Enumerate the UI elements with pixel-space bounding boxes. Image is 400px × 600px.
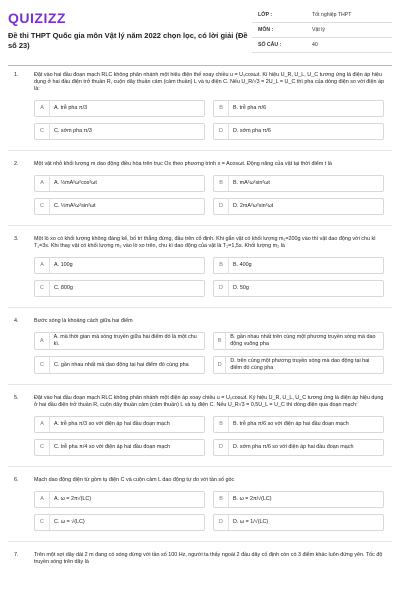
answer-option[interactable]	[213, 332, 384, 350]
question-number: 7.	[14, 552, 19, 558]
question-text: Mạch dao động điện từ gồm tụ điện C và cuộn cảm L dao động tự do với tần số góc	[34, 477, 235, 483]
option-key: A	[35, 176, 50, 191]
question-item	[8, 72, 392, 140]
meta-label: MÔN :	[258, 27, 274, 33]
answer-option[interactable]	[34, 491, 205, 508]
question-item	[8, 236, 392, 297]
answer-options	[34, 491, 384, 531]
option-text: B. ω = 2π/√(LC)	[233, 496, 272, 502]
meta-row-class	[252, 8, 392, 23]
answer-options	[34, 175, 384, 215]
meta-label: SỐ CÂU :	[258, 42, 282, 48]
option-key: A	[35, 101, 50, 116]
option-key: A	[35, 258, 50, 273]
question-item	[8, 395, 392, 456]
question-item	[8, 161, 392, 215]
option-key: D	[214, 199, 229, 214]
option-text: C. ½mA²ω²sin²ωt	[54, 203, 96, 209]
option-key: D	[214, 515, 229, 530]
answer-option[interactable]	[213, 491, 384, 508]
answer-option[interactable]	[213, 175, 384, 192]
option-text: B. trễ pha π/6 so với điện áp hai đầu đoạn mạch	[233, 421, 349, 427]
answer-option[interactable]	[213, 198, 384, 215]
answer-option[interactable]	[213, 280, 384, 297]
answer-option[interactable]	[213, 416, 384, 433]
question-item	[8, 477, 392, 531]
option-text: C. sớm pha π/3	[54, 128, 92, 134]
meta-value: Vật lý	[312, 27, 325, 33]
option-text: A. ½mA²ω²cos²ωt	[54, 180, 97, 186]
answer-options	[34, 332, 384, 374]
option-key: C	[35, 515, 50, 530]
answer-option[interactable]	[213, 100, 384, 117]
answer-option[interactable]	[34, 332, 205, 350]
option-key: B	[214, 258, 229, 273]
question-text: Trên một sợi dây dài 2 m đang có sóng dừng với tần số 100 Hz, người ta thấy ngoài 2 đầu dây cố định còn có 3 điểm khác luôn đứng yên. Tốc độ truyền sóng trên dây là	[34, 552, 383, 565]
answer-option[interactable]	[34, 198, 205, 215]
answer-option[interactable]	[34, 439, 205, 456]
option-text: B. gần nhau nhất trên cùng một phương truyền sóng mà dao động vuông pha	[230, 334, 376, 347]
answer-option[interactable]	[213, 123, 384, 140]
answer-option[interactable]	[34, 257, 205, 274]
answer-option[interactable]	[34, 280, 205, 297]
header-divider	[8, 65, 392, 66]
question-separator	[8, 307, 392, 308]
question-separator	[8, 384, 392, 385]
meta-value: 40	[312, 42, 318, 48]
question-separator	[8, 150, 392, 151]
answer-options	[34, 416, 384, 456]
meta-value: Tốt nghiệp THPT	[312, 12, 352, 18]
answer-option[interactable]	[34, 356, 205, 374]
question-number: 1.	[14, 72, 19, 78]
question-number: 4.	[14, 318, 19, 324]
worksheet-title: Đề thi THPT Quốc gia môn Vật lý năm 2022 chọn lọc, có lời giải (Đề số 23)	[8, 31, 248, 50]
worksheet-meta-table	[252, 8, 392, 53]
question-item	[8, 552, 392, 566]
question-number: 2.	[14, 161, 19, 167]
option-text: D. sớm pha π/6 so với điện áp hai đầu đoạn mạch	[233, 444, 354, 450]
answer-option[interactable]	[213, 514, 384, 531]
option-text: A. trễ pha π/3	[54, 105, 88, 111]
answer-options	[34, 257, 384, 297]
answer-options	[34, 100, 384, 140]
option-key: D	[214, 440, 229, 455]
option-key: B	[214, 492, 229, 507]
question-item	[8, 318, 392, 374]
option-key: D	[214, 357, 226, 373]
question-separator	[8, 541, 392, 542]
worksheet-header	[8, 8, 392, 62]
option-text: A. 100g	[54, 262, 73, 268]
option-text: B. trễ pha π/6	[233, 105, 267, 111]
option-text: B. 400g	[233, 262, 252, 268]
option-text: C. gần nhau nhất mà dao động tại hai điểm đó cùng pha	[54, 361, 189, 368]
question-text: Một lò xo có khối lượng không đáng kể, bố trí thẳng đứng, đầu trên cố định. Khi gắn vật có khối lượng m₁=200g vào thì vật dao động với chu kì T₁=3s. Khi thay vật có khối lượng m₂ vào lò xo trên, chu kì dao động của vật là T₂=1,5s. Khối lượng m₂ là	[34, 236, 376, 249]
question-text: Đặt vào hai đầu đoạn mạch RLC không phân nhánh một điện áp xoay chiều u = U₀cosωt. Ký hiệu U_R, U_L, U_C tương ứng là điện áp hiệu dụng ở hai đầu điện trở thuần R, cuộn dây thuần cảm (cảm thuần) L và tụ điện C. Nếu U_R√3 = 0,5U_L = U_C thì dòng điện qua đoạn mạch:	[34, 395, 384, 408]
option-key: B	[214, 417, 229, 432]
question-separator	[8, 225, 392, 226]
option-key: C	[35, 357, 50, 373]
answer-option[interactable]	[34, 416, 205, 433]
question-number: 6.	[14, 477, 19, 483]
option-text: A. trễ pha π/3 so với điện áp hai đầu đoạn mạch	[54, 421, 170, 427]
question-text: Một vật nhỏ khối lượng m dao động điều hòa trên trục Ox theo phương trình x = Acosωt. Động năng của vật tại thời điểm t là	[34, 161, 332, 167]
option-key: B	[214, 101, 229, 116]
quizizz-logo: QUIZIZZ	[8, 10, 66, 26]
question-number: 5.	[14, 395, 19, 401]
option-key: D	[214, 281, 229, 296]
question-list	[0, 72, 400, 566]
question-text: Đặt vào hai đầu đoạn mạch RLC không phân nhánh một hiệu điện thế xoay chiều u = U₀cosωt. Kí hiệu U_R, U_L, U_C tương ứng là điện áp hiệu dụng ở hai đầu điện trở thuần R, cuộn dây thuần cảm (cảm thuần) L và tụ điện C. Nếu U_R/√3 = 2U_L = U_C thì pha của dòng điện so với điện áp là:	[34, 72, 384, 92]
option-text: D. sớm pha π/6	[233, 128, 271, 134]
answer-option[interactable]	[213, 356, 384, 374]
option-key: C	[35, 281, 50, 296]
meta-label: LỚP :	[258, 12, 273, 18]
option-key: B	[214, 176, 229, 191]
meta-row-count	[252, 38, 392, 53]
option-key: A	[35, 492, 50, 507]
answer-option[interactable]	[213, 439, 384, 456]
option-key: A	[35, 333, 50, 349]
option-text: C. ω = √(LC)	[54, 519, 85, 525]
question-separator	[8, 466, 392, 467]
option-text: D. 2mA²ω²sin²ωt	[233, 203, 274, 209]
option-text: D. 50g	[233, 285, 249, 291]
meta-row-subject	[252, 23, 392, 38]
option-key: B	[214, 333, 226, 349]
option-text: D. trên cùng một phương truyền sóng mà dao động tại hai điểm đó cùng pha	[230, 358, 370, 371]
option-key: D	[214, 124, 229, 139]
answer-option[interactable]	[34, 514, 205, 531]
answer-option[interactable]	[34, 175, 205, 192]
option-text: C. trễ pha π/4 so với điện áp hai đầu đoạn mạch	[54, 444, 171, 450]
option-text: D. ω = 1/√(LC)	[233, 519, 269, 525]
option-key: A	[35, 417, 50, 432]
question-number: 3.	[14, 236, 19, 242]
answer-option[interactable]	[213, 257, 384, 274]
option-text: C. 800g	[54, 285, 73, 291]
option-text: A. mà thời gian mà sóng truyền giữa hai điểm đó là một chu kì.	[53, 334, 197, 347]
answer-option[interactable]	[34, 100, 205, 117]
option-text: B. mA²ω²sin²ωt	[233, 180, 270, 186]
answer-option[interactable]	[34, 123, 205, 140]
option-key: C	[35, 124, 50, 139]
option-key: C	[35, 199, 50, 214]
question-text: Bước sóng là khoảng cách giữa hai điểm	[34, 318, 133, 324]
option-key: C	[35, 440, 50, 455]
option-text: A. ω = 2π√(LC)	[54, 496, 92, 502]
